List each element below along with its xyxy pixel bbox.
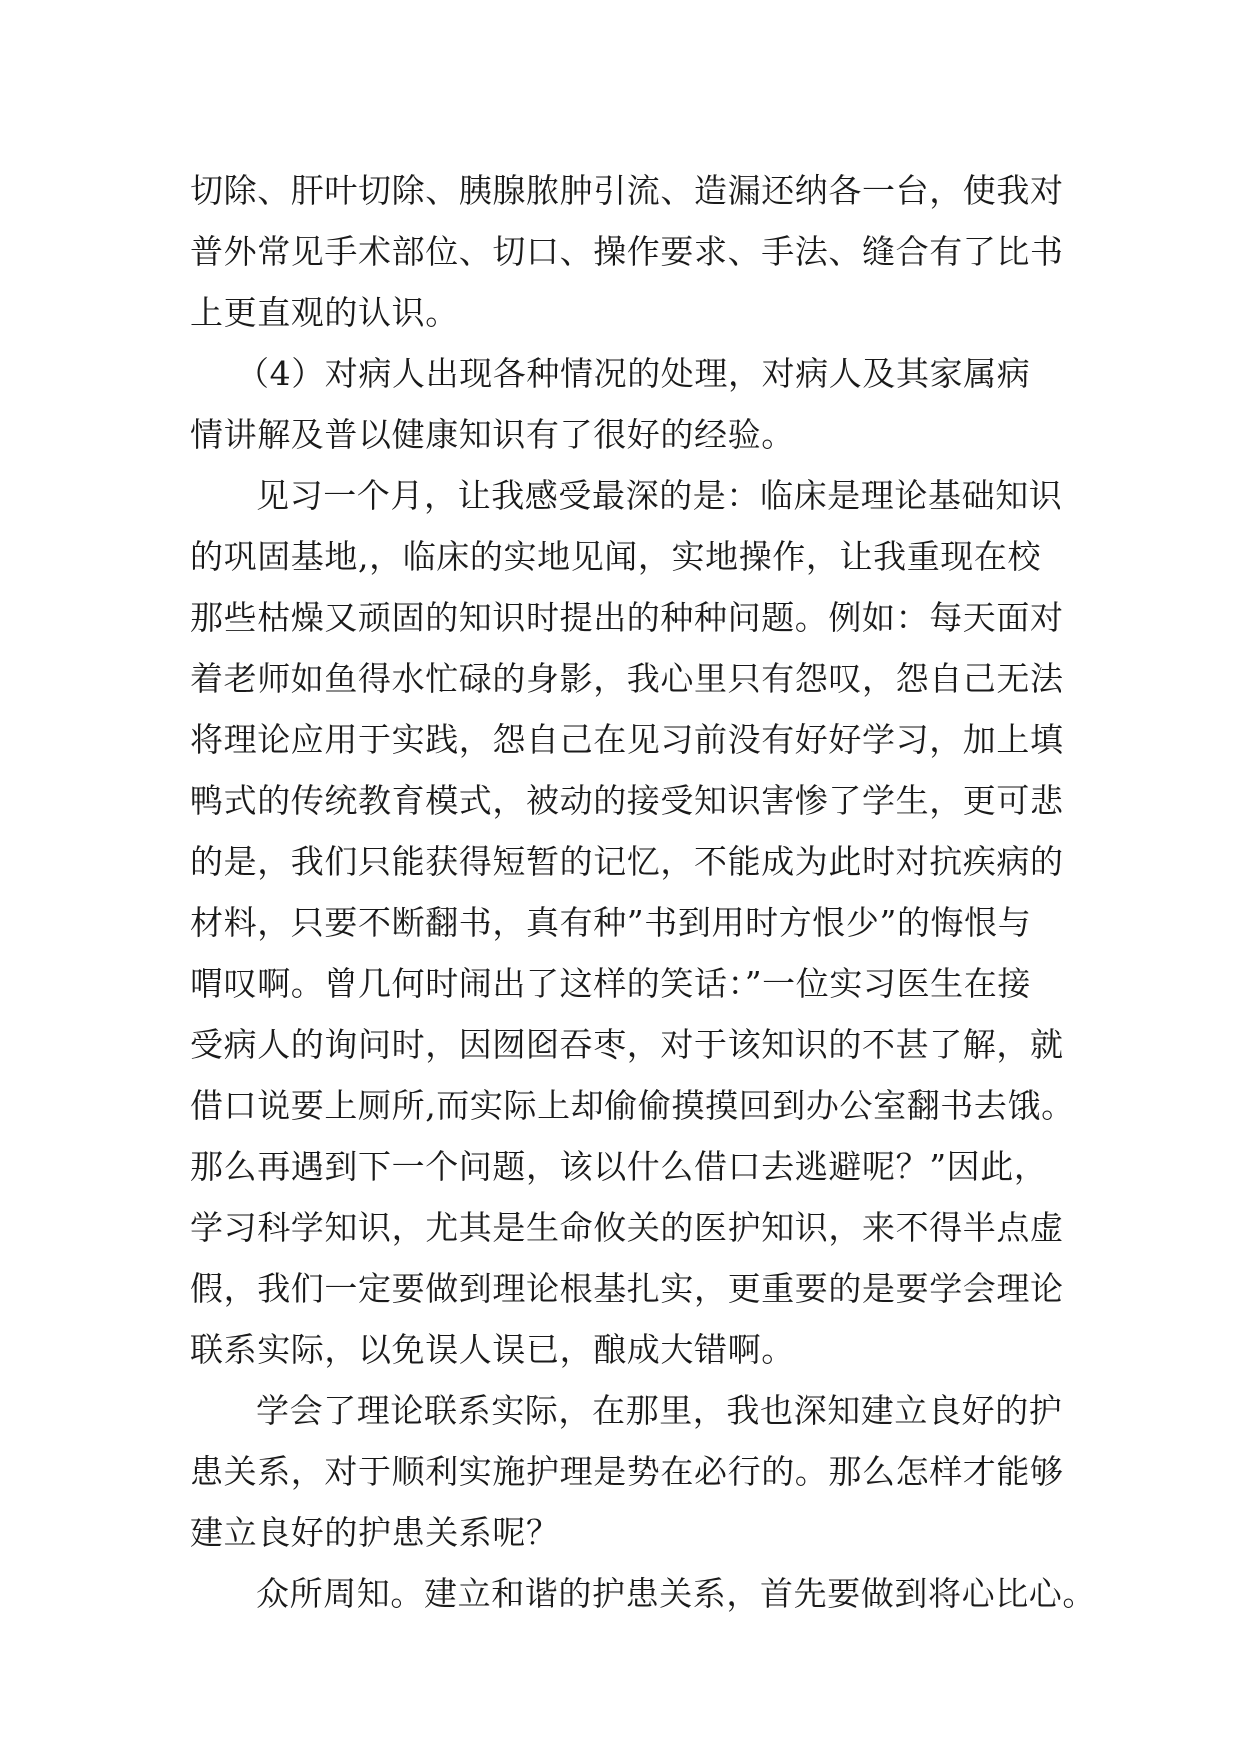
text-line: 学习科学知识，尤其是生命攸关的医护知识，来不得半点虚 [190,1208,1064,1247]
text-line: 那么再遇到下一个问题，该以什么借口去逃避呢？”因此， [190,1147,1048,1186]
text-line: 喟叹啊。曾几何时闹出了这样的笑话：”一位实习医生在接 [190,964,1031,1003]
text-line: 着老师如鱼得水忙碌的身影，我心里只有怨叹，怨自己无法 [190,659,1064,698]
text-line: 那些枯燥又顽固的知识时提出的种种问题。例如：每天面对 [190,598,1064,637]
text-line: 见习一个月，让我感受最深的是：临床是理论基础知识 [256,476,1063,515]
text-line: 情讲解及普以健康知识有了很好的经验。 [190,415,795,454]
text-line: 假，我们一定要做到理论根基扎实，更重要的是要学会理论 [190,1269,1064,1308]
text-line: 众所周知。建立和谐的护患关系，首先要做到将心比心。 [256,1574,1096,1613]
text-line: 患关系，对于顺利实施护理是势在必行的。那么怎样才能够 [190,1452,1064,1491]
body-text [190,160,1096,1624]
text-line: 普外常见手术部位、切口、操作要求、手法、缝合有了比书 [190,232,1064,271]
text-line: 切除、肝叶切除、胰腺脓肿引流、造漏还纳各一台，使我对 [190,171,1064,210]
text-line: 将理论应用于实践，怨自己在见习前没有好好学习，加上填 [190,720,1064,759]
text-line: 建立良好的护患关系呢？ [190,1513,560,1552]
text-line: 上更直观的认识。 [190,293,459,332]
text-line: 的是，我们只能获得短暂的记忆，不能成为此时对抗疾病的 [190,842,1064,881]
text-line: 受病人的询问时，因囫囵吞枣，对于该知识的不甚了解，就 [190,1025,1064,1064]
text-line: 学会了理论联系实际，在那里，我也深知建立良好的护 [256,1391,1063,1430]
text-line: 联系实际，以免误人误已，酿成大错啊。 [190,1330,795,1369]
text-line: 材料，只要不断翻书，真有种”书到用时方恨少”的悔恨与 [190,903,1032,942]
text-line: 借口说要上厕所,而实际上却偷偷摸摸回到办公室翻书去饿。 [190,1086,1075,1125]
text-line: 的巩固基地,，临床的实地见闻，实地操作，让我重现在校 [190,537,1042,576]
text-line: 鸭式的传统教育模式，被动的接受知识害惨了学生，更可悲 [190,781,1064,820]
text-line: （4）对病人出现各种情况的处理，对病人及其家属病 [236,354,1031,393]
